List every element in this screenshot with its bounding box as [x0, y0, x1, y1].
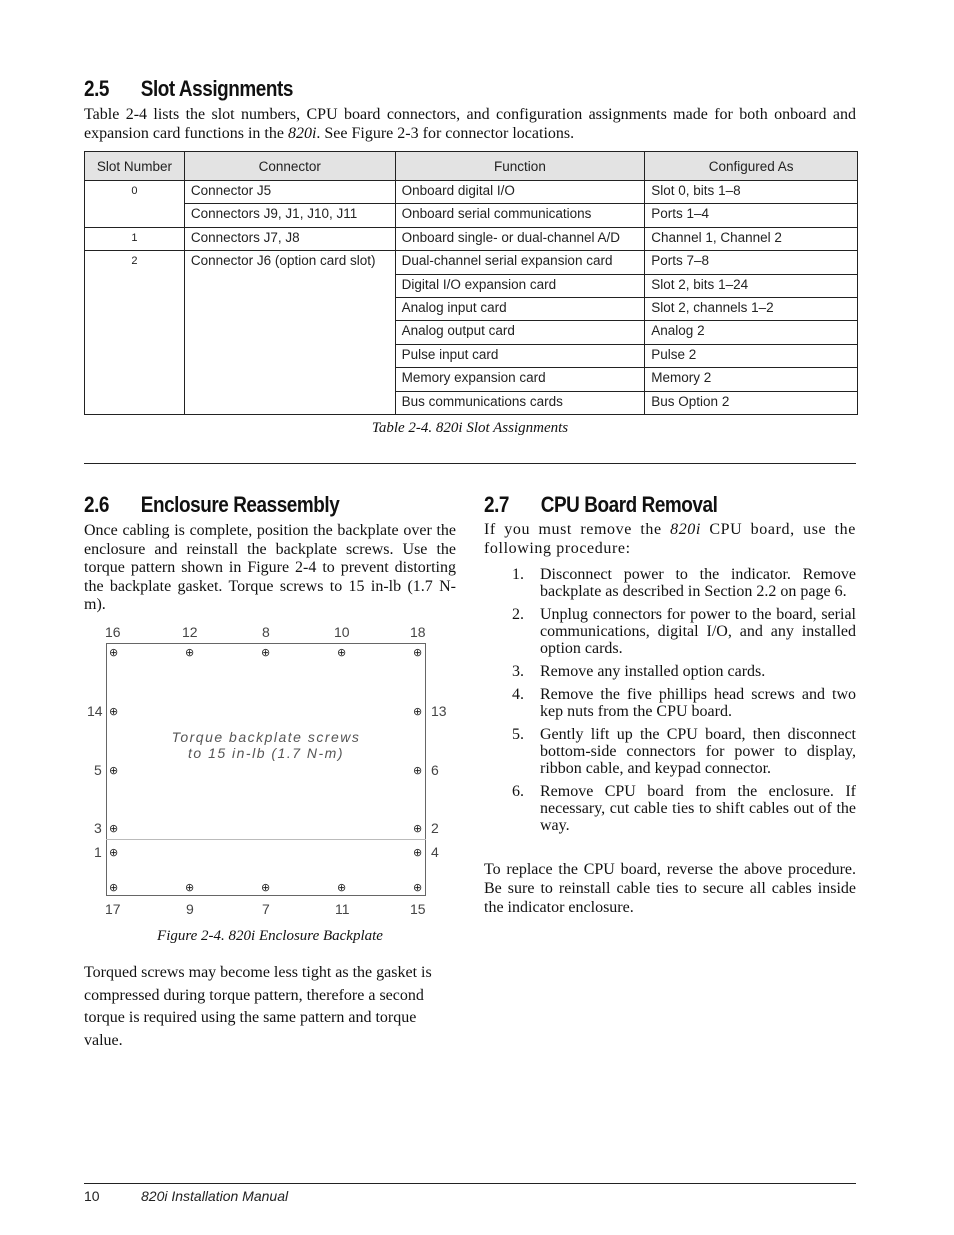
section-title: Enclosure Reassembly [140, 492, 340, 517]
section-2-6-heading [84, 492, 339, 518]
function-cell: Onboard serial communications [395, 204, 645, 227]
slot-number-cell: 2 [85, 251, 185, 415]
screw-order-label: 18 [410, 624, 426, 640]
function-cell: Pulse input card [395, 344, 645, 367]
connector-cell: Connectors J7, J8 [184, 227, 395, 250]
screw-icon: ⊕ [413, 881, 423, 894]
section-2-5-heading [84, 76, 293, 102]
slot-assignments-table [84, 151, 858, 415]
column-header: Function [395, 152, 645, 181]
screw-icon: ⊕ [109, 822, 119, 835]
screw-order-label: 6 [431, 762, 439, 778]
screw-icon: ⊕ [109, 705, 119, 718]
configured-cell: Ports 7–8 [645, 251, 858, 274]
function-cell: Bus communications cards [395, 391, 645, 414]
section-number: 2.6 [84, 492, 110, 517]
configured-cell: Ports 1–4 [645, 204, 858, 227]
removal-steps-list [484, 566, 856, 840]
screw-order-label: 7 [262, 901, 270, 917]
configured-cell: Memory 2 [645, 368, 858, 391]
configured-cell: Pulse 2 [645, 344, 858, 367]
screw-order-label: 12 [182, 624, 198, 640]
table-header-row [85, 152, 858, 181]
configured-cell: Slot 2, channels 1–2 [645, 297, 858, 320]
list-item: 3. Remove any installed option cards. [512, 663, 766, 680]
connector-cell: Connector J6 (option card slot) [184, 251, 395, 415]
function-cell: Digital I/O expansion card [395, 274, 645, 297]
section-2-6-body: Once cabling is complete, position the backplate over the enclosure and reinstall the backplate screws. Use the torque pattern shown in Figure 2-4 to prevent distorting the backplate gasket. Torque screws to 15 in-lb (1.7 N-m). [84, 522, 456, 613]
screw-order-label: 17 [105, 901, 121, 917]
torque-note: Torque backplate screws to 15 in-lb (1.7 N-m) [171, 729, 361, 761]
configured-cell: Slot 0, bits 1–8 [645, 181, 858, 204]
table-caption: Table 2-4. 820i Slot Assignments [371, 420, 569, 436]
connector-cell: Connector J5 [184, 181, 395, 204]
backplate-figure [80, 622, 460, 922]
footer-rule [84, 1183, 856, 1184]
column-header: Slot Number [85, 152, 185, 181]
table-row [85, 251, 858, 274]
slot-number-cell: 0 [85, 181, 185, 228]
section-number: 2.5 [84, 76, 110, 101]
section-number: 2.7 [484, 492, 510, 517]
screw-icon: ⊕ [413, 705, 423, 718]
page-number: 10 [84, 1188, 100, 1204]
screw-order-label: 11 [335, 901, 350, 917]
screw-order-label: 16 [105, 624, 121, 640]
screw-order-label: 8 [262, 624, 270, 640]
screw-order-label: 10 [334, 624, 350, 640]
screw-order-label: 9 [186, 901, 194, 917]
screw-icon: ⊕ [109, 764, 119, 777]
screw-icon: ⊕ [337, 646, 347, 659]
function-cell: Onboard single- or dual-channel A/D [395, 227, 645, 250]
list-item: 5. Gently lift up the CPU board, then disconnect bottom-side connectors for power to display, ribbon cable, and keypad connector. [512, 726, 856, 777]
backplate-gasket-line [106, 839, 426, 840]
screw-icon: ⊕ [413, 646, 423, 659]
table-row [85, 227, 858, 250]
screw-order-label: 15 [410, 901, 426, 917]
screw-icon: ⊕ [337, 881, 347, 894]
screw-icon: ⊕ [413, 764, 423, 777]
screw-icon: ⊕ [261, 646, 271, 659]
section-2-7-outro: To replace the CPU board, reverse the above procedure. Be sure to reinstall cable ties to secure all cables inside the indicator enclosure. [484, 861, 856, 916]
list-item: 4. Remove the five phillips head screws and two kep nuts from the CPU board. [512, 686, 856, 720]
function-cell: Dual-channel serial expansion card [395, 251, 645, 274]
backplate-outline [106, 643, 426, 896]
list-item: 1. Disconnect power to the indicator. Remove backplate as described in Section 2.2 on page 6. [512, 566, 856, 600]
connector-cell: Connectors J9, J1, J10, J11 [184, 204, 395, 227]
section-divider [84, 463, 856, 464]
screw-order-label: 4 [431, 844, 439, 860]
slot-number-cell: 1 [85, 227, 185, 250]
screw-icon: ⊕ [261, 881, 271, 894]
screw-icon: ⊕ [413, 846, 423, 859]
list-item: 2. Unplug connectors for power to the board, serial communications, digital I/O, and any installed option cards. [512, 606, 856, 657]
section-title: Slot Assignments [140, 76, 293, 101]
configured-cell: Slot 2, bits 1–24 [645, 274, 858, 297]
section-2-5-intro: Table 2-4 lists the slot numbers, CPU board connectors, and configuration assignments made for both onboard and expansion card functions in the 820i. See Figure 2-3 for connector locations. [84, 106, 856, 142]
configured-cell: Bus Option 2 [645, 391, 858, 414]
screw-icon: ⊕ [413, 822, 423, 835]
column-header: Configured As [645, 152, 858, 181]
section-2-7-intro: If you must remove the 820i CPU board, use the following procedure: [484, 521, 856, 557]
screw-icon: ⊕ [185, 881, 195, 894]
function-cell: Analog output card [395, 321, 645, 344]
table-row [85, 181, 858, 204]
screw-order-label: 3 [94, 820, 102, 836]
torque-warning-text: Torqued screws may become less tight as the gasket is compressed during torque pattern, therefore a second torque is required using the same pattern and torque value. [84, 964, 432, 1049]
manual-title: 820i Installation Manual [141, 1188, 289, 1204]
section-2-7-heading [484, 492, 717, 518]
screw-order-label: 1 [94, 844, 102, 860]
function-cell: Memory expansion card [395, 368, 645, 391]
screw-icon: ⊕ [109, 881, 119, 894]
column-header: Connector [184, 152, 395, 181]
section-title: CPU Board Removal [540, 492, 718, 517]
screw-order-label: 13 [431, 703, 447, 719]
screw-icon: ⊕ [109, 846, 119, 859]
screw-icon: ⊕ [185, 646, 195, 659]
list-item: 6. Remove CPU board from the enclosure. If necessary, cut cable ties to shift cables out of the way. [512, 783, 856, 834]
function-cell: Onboard digital I/O [395, 181, 645, 204]
screw-order-label: 14 [87, 703, 103, 719]
configured-cell: Channel 1, Channel 2 [645, 227, 858, 250]
screw-order-label: 2 [431, 820, 439, 836]
table-row [85, 204, 858, 227]
function-cell: Analog input card [395, 297, 645, 320]
configured-cell: Analog 2 [645, 321, 858, 344]
screw-icon: ⊕ [109, 646, 119, 659]
screw-order-label: 5 [94, 762, 102, 778]
figure-caption: Figure 2-4. 820i Enclosure Backplate [157, 928, 383, 944]
